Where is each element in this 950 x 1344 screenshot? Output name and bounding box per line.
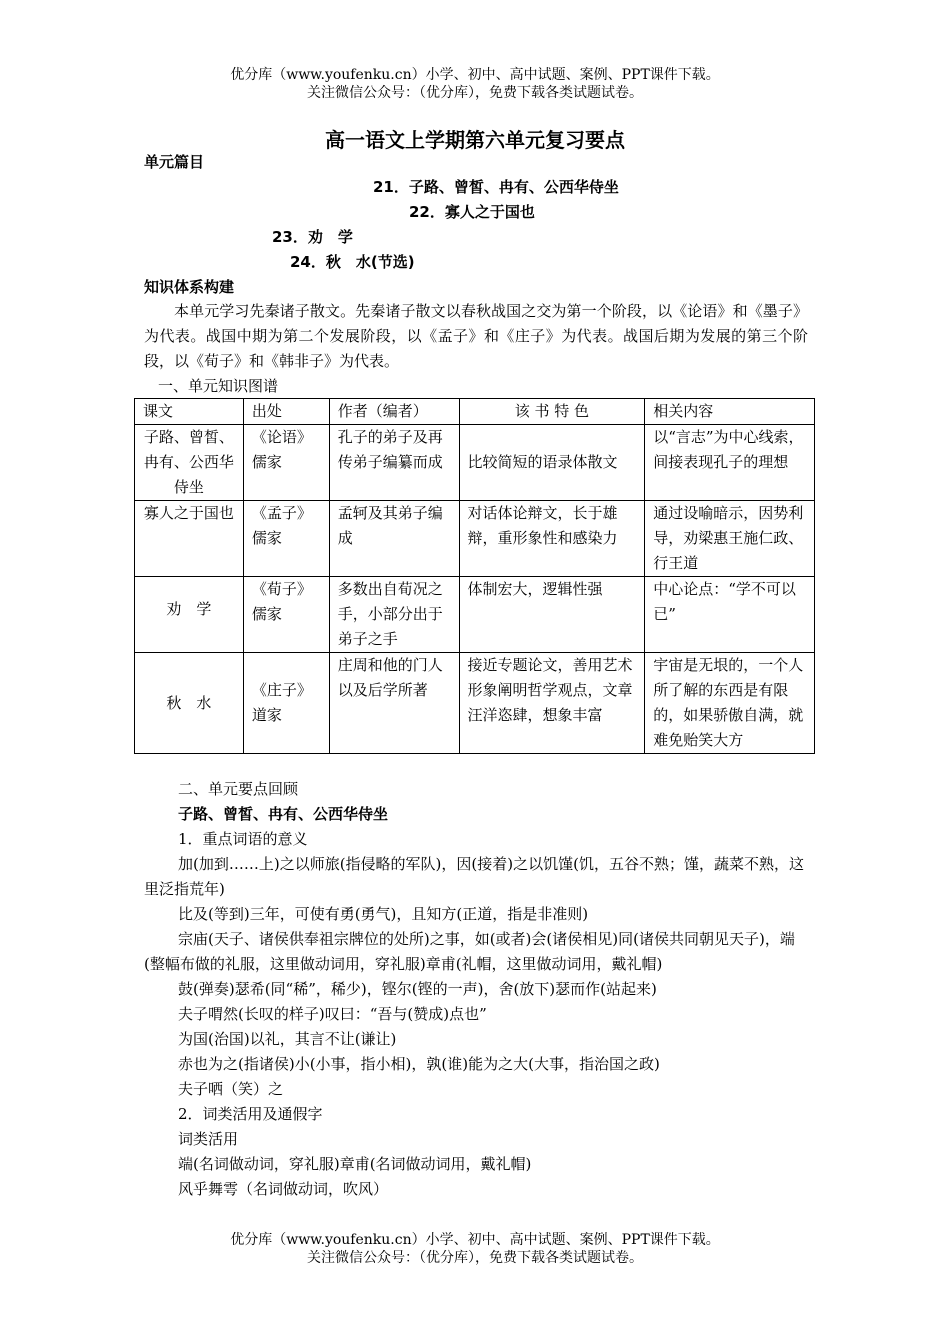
review-heading: 二、单元要点回顾 [178, 780, 299, 798]
cell-feature: 接近专题论文，善用艺术形象阐明哲学观点，文章汪洋恣肆，想象丰富 [459, 653, 645, 754]
header-line-1: 优分库（www.youfenku.cn）小学、初中、高中试题、案例、PPT课件下载。 [230, 67, 720, 83]
vocab-line: 夫子哂（笑）之 [178, 1080, 284, 1098]
cell-content: 中心论点：“学不可以已” [645, 577, 815, 653]
cell-content: 通过设喻暗示，因势利导，劝梁惠王施仁政、行王道 [645, 501, 815, 577]
cell-author: 孟轲及其弟子编成 [329, 501, 459, 577]
footer-line-1: 优分库（www.youfenku.cn）小学、初中、高中试题、案例、PPT课件下载。 [230, 1232, 720, 1248]
table-row [135, 425, 815, 501]
cell-lesson: 劝 学 [135, 577, 244, 653]
unit-item-22: 22．寡人之于国也 [409, 203, 535, 221]
review-subheading: 子路、曾皙、冉有、公西华侍坐 [178, 805, 389, 823]
table-header-row [135, 399, 815, 425]
unit-item-21: 21．子路、曾皙、冉有、公西华侍坐 [373, 178, 619, 196]
vocab-line: 赤也为之(指诸侯)小(小事，指小相)，孰(谁)能为之大(大事，指治国之政) [178, 1055, 660, 1073]
cell-author: 孔子的弟子及再传弟子编纂而成 [329, 425, 459, 501]
point-2-subheading: 词类活用 [178, 1130, 239, 1148]
vocab-line: 为国(治国)以礼，其言不让(谦让) [178, 1030, 397, 1048]
vocab-line: 鼓(弹奏)瑟希(同“稀”，稀少)，铿尔(铿的一声)，舍(放下)瑟而作(站起来) [178, 980, 657, 998]
cell-source: 《孟子》儒家 [243, 501, 329, 577]
cell-content: 以“言志”为中心线索，间接表现孔子的理想 [645, 425, 815, 501]
header-cell: 出处 [243, 399, 329, 425]
header-cell: 该 书 特 色 [459, 399, 645, 425]
cell-feature: 对话体论辩文，长于雄辩，重形象性和感染力 [459, 501, 645, 577]
cell-feature: 体制宏大，逻辑性强 [459, 577, 645, 653]
unit-list-heading: 单元篇目 [144, 153, 205, 171]
cell-lesson: 子路、曾皙、冉有、公西华侍坐 [135, 425, 244, 501]
knowledge-heading: 知识体系构建 [144, 278, 235, 296]
usage-line: 端(名词做动词，穿礼服)章甫(名词做动词用，戴礼帽) [178, 1155, 532, 1173]
unit-item-23: 23．劝 学 [272, 228, 353, 246]
table-row [135, 653, 815, 754]
usage-line: 风乎舞雩（名词做动词，吹风） [178, 1180, 389, 1198]
header-cell: 作者（编者） [329, 399, 459, 425]
header-cell: 相关内容 [645, 399, 815, 425]
cell-source: 《论语》儒家 [243, 425, 329, 501]
vocab-line: 加(加到……上)之以师旅(指侵略的军队)，因(接着)之以饥馑(饥，五谷不熟；馑，蔬菜不熟，这里泛指荒年) [144, 855, 804, 898]
footer-line-2: 关注微信公众号：（优分库），免费下载各类试题试卷。 [307, 1250, 643, 1266]
header-cell: 课文 [135, 399, 244, 425]
cell-feature: 比较简短的语录体散文 [459, 425, 645, 501]
page-title: 高一语文上学期第六单元复习要点 [325, 128, 625, 152]
cell-author: 多数出自荀况之手，小部分出于弟子之手 [329, 577, 459, 653]
point-1-heading: 1．重点词语的意义 [178, 830, 308, 848]
cell-lesson: 寡人之于国也 [135, 501, 244, 577]
intro-paragraph: 本单元学习先秦诸子散文。先秦诸子散文以春秋战国之交为第一个阶段，以《论语》和《墨子》为代表。战国中期为第二个发展阶段，以《孟子》和《庄子》为代表。战国后期为发展的第三个阶段，以《荀子》和《韩非子》为代表。 [144, 302, 808, 370]
cell-source: 《庄子》道家 [243, 653, 329, 754]
vocab-line: 夫子喟然(长叹的样子)叹曰：“吾与(赞成)点也” [178, 1005, 487, 1023]
header-line-2: 关注微信公众号：（优分库），免费下载各类试题试卷。 [307, 85, 643, 101]
unit-item-24: 24．秋 水(节选) [290, 253, 415, 271]
vocab-line: 宗庙(天子、诸侯供奉祖宗牌位的处所)之事，如(或者)会(诸侯相见)同(诸侯共同朝见天子)，端(整幅布做的礼服，这里做动词用，穿礼服)章甫(礼帽，这里做动词用，戴礼帽) [144, 930, 795, 973]
vocab-line: 比及(等到)三年，可使有勇(勇气)，且知方(正道，指是非准则) [178, 905, 589, 923]
cell-content: 宇宙是无垠的，一个人所了解的东西是有限的，如果骄傲自满，就难免贻笑大方 [645, 653, 815, 754]
cell-author: 庄周和他的门人以及后学所著 [329, 653, 459, 754]
knowledge-map-table [134, 398, 815, 754]
cell-lesson: 秋 水 [135, 653, 244, 754]
table-row [135, 501, 815, 577]
map-title: 一、单元知识图谱 [158, 377, 279, 395]
cell-source: 《荀子》儒家 [243, 577, 329, 653]
point-2-heading: 2．词类活用及通假字 [178, 1105, 323, 1123]
table-row [135, 577, 815, 653]
